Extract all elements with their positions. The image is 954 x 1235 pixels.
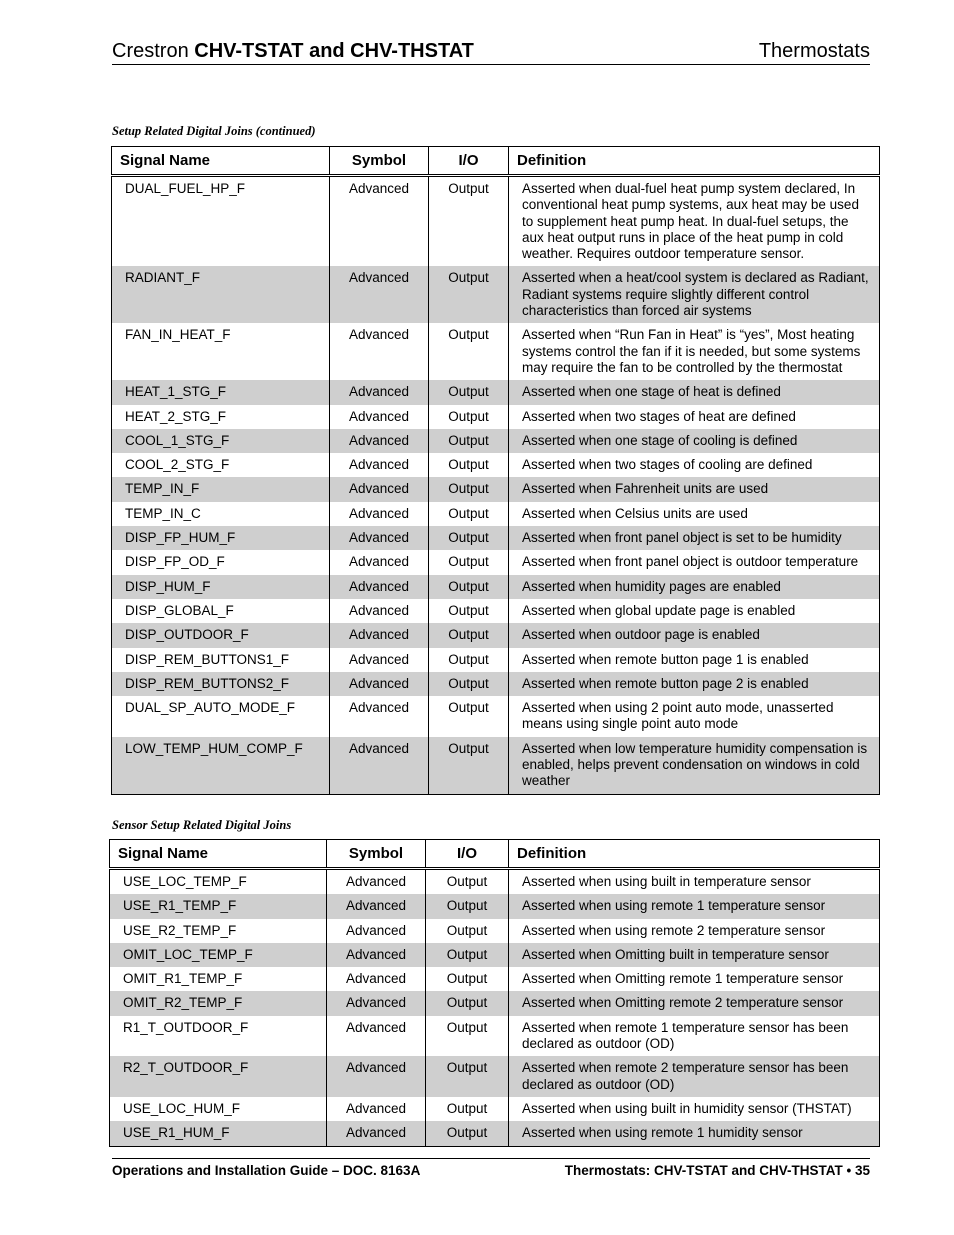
- cell-symbol: Advanced: [327, 1016, 426, 1057]
- cell-definition: Asserted when using remote 2 temperature sensor: [509, 919, 880, 943]
- cell-symbol: Advanced: [330, 575, 429, 599]
- table-row: [112, 696, 880, 737]
- cell-signal-name: R1_T_OUTDOOR_F: [110, 1016, 327, 1057]
- cell-signal-name: TEMP_IN_C: [112, 502, 330, 526]
- cell-io: Output: [429, 380, 509, 404]
- cell-signal-name: COOL_2_STG_F: [112, 453, 330, 477]
- cell-io: Output: [429, 266, 509, 323]
- cell-definition: Asserted when remote 1 temperature sensor has been declared as outdoor (OD): [509, 1016, 880, 1057]
- cell-symbol: Advanced: [330, 429, 429, 453]
- cell-symbol: Advanced: [330, 648, 429, 672]
- cell-io: Output: [429, 623, 509, 647]
- cell-symbol: Advanced: [330, 526, 429, 550]
- cell-io: Output: [426, 967, 509, 991]
- table-row: [112, 266, 880, 323]
- header-title: [112, 40, 474, 62]
- cell-signal-name: DUAL_SP_AUTO_MODE_F: [112, 696, 330, 737]
- cell-definition: Asserted when using remote 1 temperature sensor: [509, 894, 880, 918]
- cell-symbol: Advanced: [327, 943, 426, 967]
- cell-definition: Asserted when front panel object is set to be humidity: [509, 526, 880, 550]
- cell-definition: Asserted when Omitting built in temperature sensor: [509, 943, 880, 967]
- table-row: [112, 502, 880, 526]
- cell-signal-name: DISP_GLOBAL_F: [112, 599, 330, 623]
- cell-signal-name: R2_T_OUTDOOR_F: [110, 1056, 327, 1097]
- table-row: [110, 943, 880, 967]
- table-row: [110, 991, 880, 1015]
- cell-signal-name: DISP_REM_BUTTONS1_F: [112, 648, 330, 672]
- cell-symbol: Advanced: [327, 869, 426, 895]
- cell-signal-name: OMIT_LOC_TEMP_F: [110, 943, 327, 967]
- page-header: [112, 38, 870, 65]
- table1-caption: Setup Related Digital Joins (continued): [112, 124, 316, 138]
- cell-definition: Asserted when two stages of heat are defined: [509, 405, 880, 429]
- cell-signal-name: USE_R2_TEMP_F: [110, 919, 327, 943]
- table-row: [110, 1056, 880, 1097]
- cell-signal-name: FAN_IN_HEAT_F: [112, 323, 330, 380]
- cell-signal-name: DISP_FP_OD_F: [112, 550, 330, 574]
- cell-io: Output: [429, 429, 509, 453]
- cell-signal-name: HEAT_1_STG_F: [112, 380, 330, 404]
- cell-io: Output: [429, 599, 509, 623]
- cell-definition: Asserted when using remote 1 humidity sensor: [509, 1121, 880, 1146]
- cell-definition: Asserted when one stage of heat is defined: [509, 380, 880, 404]
- table-row: [110, 1121, 880, 1146]
- cell-symbol: Advanced: [330, 380, 429, 404]
- cell-io: Output: [429, 737, 509, 794]
- cell-symbol: Advanced: [327, 919, 426, 943]
- table2-caption: Sensor Setup Related Digital Joins: [112, 818, 292, 832]
- footer-page: Thermostats: CHV-TSTAT and CHV-THSTAT • 35: [564, 1163, 870, 1178]
- cell-symbol: Advanced: [327, 894, 426, 918]
- cell-signal-name: DISP_REM_BUTTONS2_F: [112, 672, 330, 696]
- table-row: [112, 323, 880, 380]
- table-row: [112, 550, 880, 574]
- cell-symbol: Advanced: [330, 453, 429, 477]
- cell-definition: Asserted when a heat/cool system is declared as Radiant, Radiant systems require slightly different control characteristics than forced air systems: [509, 266, 880, 323]
- col-signal-name: Signal Name: [112, 147, 330, 176]
- cell-io: Output: [426, 991, 509, 1015]
- cell-io: Output: [426, 1016, 509, 1057]
- cell-definition: Asserted when using 2 point auto mode, unasserted means using single point auto mode: [509, 696, 880, 737]
- cell-symbol: Advanced: [330, 599, 429, 623]
- cell-io: Output: [429, 648, 509, 672]
- table-row: [112, 477, 880, 501]
- cell-definition: Asserted when Omitting remote 2 temperature sensor: [509, 991, 880, 1015]
- header-brand: Crestron: [112, 40, 189, 62]
- table-row: [110, 967, 880, 991]
- cell-signal-name: DISP_HUM_F: [112, 575, 330, 599]
- table-header-row: [110, 840, 880, 869]
- table-row: [110, 1016, 880, 1057]
- page-footer: [112, 1158, 870, 1178]
- cell-io: Output: [429, 405, 509, 429]
- cell-definition: Asserted when Omitting remote 1 temperature sensor: [509, 967, 880, 991]
- col-io: I/O: [426, 840, 509, 869]
- col-io: I/O: [429, 147, 509, 176]
- cell-symbol: Advanced: [327, 1056, 426, 1097]
- col-symbol: Symbol: [327, 840, 426, 869]
- setup-joins-table: [111, 146, 880, 795]
- cell-symbol: Advanced: [330, 405, 429, 429]
- cell-definition: Asserted when using built in temperature sensor: [509, 869, 880, 895]
- cell-signal-name: RADIANT_F: [112, 266, 330, 323]
- col-symbol: Symbol: [330, 147, 429, 176]
- cell-symbol: Advanced: [330, 696, 429, 737]
- cell-io: Output: [426, 1121, 509, 1146]
- cell-signal-name: DISP_FP_HUM_F: [112, 526, 330, 550]
- cell-io: Output: [426, 1097, 509, 1121]
- cell-io: Output: [429, 453, 509, 477]
- cell-symbol: Advanced: [330, 737, 429, 794]
- table-header-row: [112, 147, 880, 176]
- cell-signal-name: DISP_OUTDOOR_F: [112, 623, 330, 647]
- cell-io: Output: [429, 323, 509, 380]
- cell-definition: Asserted when Fahrenheit units are used: [509, 477, 880, 501]
- cell-definition: Asserted when front panel object is outdoor temperature: [509, 550, 880, 574]
- cell-symbol: Advanced: [330, 176, 429, 267]
- cell-signal-name: USE_R1_TEMP_F: [110, 894, 327, 918]
- table-row: [112, 526, 880, 550]
- cell-signal-name: OMIT_R1_TEMP_F: [110, 967, 327, 991]
- cell-io: Output: [426, 894, 509, 918]
- cell-definition: Asserted when humidity pages are enabled: [509, 575, 880, 599]
- cell-signal-name: USE_LOC_HUM_F: [110, 1097, 327, 1121]
- cell-signal-name: COOL_1_STG_F: [112, 429, 330, 453]
- cell-signal-name: HEAT_2_STG_F: [112, 405, 330, 429]
- cell-definition: Asserted when using built in humidity sensor (THSTAT): [509, 1097, 880, 1121]
- cell-definition: Asserted when low temperature humidity compensation is enabled, helps prevent condensation on windows in cold weather: [509, 737, 880, 794]
- table-row: [112, 737, 880, 794]
- header-product: CHV-TSTAT and CHV-THSTAT: [194, 40, 474, 62]
- cell-definition: Asserted when dual-fuel heat pump system declared, In conventional heat pump systems, aux heat may be used to supplement heat pump heat. In dual-fuel setups, the aux heat output runs in place of the heat pump in cold weather. Requires outdoor temperature sensor.: [509, 176, 880, 267]
- table-row: [112, 380, 880, 404]
- cell-symbol: Advanced: [330, 550, 429, 574]
- table-row: [110, 894, 880, 918]
- cell-signal-name: OMIT_R2_TEMP_F: [110, 991, 327, 1015]
- table-row: [112, 453, 880, 477]
- col-definition: Definition: [509, 147, 880, 176]
- cell-symbol: Advanced: [330, 323, 429, 380]
- cell-symbol: Advanced: [330, 502, 429, 526]
- cell-io: Output: [426, 919, 509, 943]
- cell-signal-name: USE_LOC_TEMP_F: [110, 869, 327, 895]
- cell-io: Output: [426, 869, 509, 895]
- cell-signal-name: DUAL_FUEL_HP_F: [112, 176, 330, 267]
- cell-signal-name: TEMP_IN_F: [112, 477, 330, 501]
- sensor-joins-table: [109, 839, 880, 1147]
- cell-io: Output: [429, 575, 509, 599]
- cell-symbol: Advanced: [327, 967, 426, 991]
- cell-symbol: Advanced: [330, 266, 429, 323]
- table-row: [112, 599, 880, 623]
- cell-definition: Asserted when outdoor page is enabled: [509, 623, 880, 647]
- cell-signal-name: LOW_TEMP_HUM_COMP_F: [112, 737, 330, 794]
- cell-definition: Asserted when global update page is enabled: [509, 599, 880, 623]
- table-row: [112, 176, 880, 267]
- cell-signal-name: USE_R1_HUM_F: [110, 1121, 327, 1146]
- cell-io: Output: [429, 526, 509, 550]
- cell-definition: Asserted when remote button page 1 is enabled: [509, 648, 880, 672]
- cell-definition: Asserted when remote button page 2 is enabled: [509, 672, 880, 696]
- table-row: [112, 575, 880, 599]
- table-row: [112, 623, 880, 647]
- cell-io: Output: [429, 550, 509, 574]
- table-row: [112, 429, 880, 453]
- cell-io: Output: [429, 477, 509, 501]
- cell-symbol: Advanced: [330, 672, 429, 696]
- table-row: [112, 648, 880, 672]
- cell-io: Output: [429, 696, 509, 737]
- table-row: [112, 405, 880, 429]
- cell-symbol: Advanced: [330, 477, 429, 501]
- header-section: Thermostats: [758, 40, 870, 62]
- footer-doc: Operations and Installation Guide – DOC. 8163A: [112, 1163, 421, 1178]
- cell-symbol: Advanced: [327, 1097, 426, 1121]
- table-row: [110, 919, 880, 943]
- cell-io: Output: [429, 672, 509, 696]
- cell-definition: Asserted when Celsius units are used: [509, 502, 880, 526]
- table-row: [110, 1097, 880, 1121]
- cell-definition: Asserted when two stages of cooling are defined: [509, 453, 880, 477]
- cell-io: Output: [426, 1056, 509, 1097]
- cell-io: Output: [429, 176, 509, 267]
- cell-io: Output: [426, 943, 509, 967]
- cell-symbol: Advanced: [327, 1121, 426, 1146]
- col-definition: Definition: [509, 840, 880, 869]
- cell-symbol: Advanced: [330, 623, 429, 647]
- cell-definition: Asserted when one stage of cooling is defined: [509, 429, 880, 453]
- table-row: [112, 672, 880, 696]
- cell-definition: Asserted when “Run Fan in Heat” is “yes”, Most heating systems control the fan if it is needed, but some systems may require the fan to be controlled by the thermostat: [509, 323, 880, 380]
- table-row: [110, 869, 880, 895]
- cell-io: Output: [429, 502, 509, 526]
- cell-definition: Asserted when remote 2 temperature sensor has been declared as outdoor (OD): [509, 1056, 880, 1097]
- col-signal-name: Signal Name: [110, 840, 327, 869]
- cell-symbol: Advanced: [327, 991, 426, 1015]
